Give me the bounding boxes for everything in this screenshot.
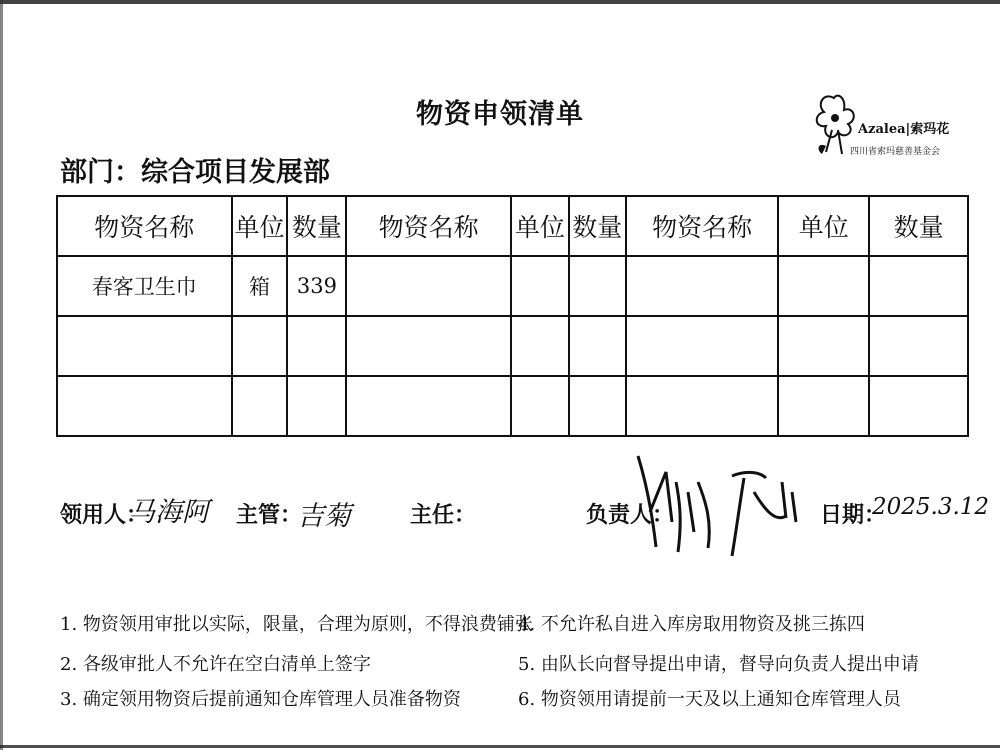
header-unit: 单位: [778, 196, 869, 256]
cell-quantity: [869, 256, 968, 316]
header-quantity: 数量: [287, 196, 346, 256]
note-item: 1. 物资领用审批以实际，限量，合理为原则，不得浪费铺张: [60, 614, 533, 635]
header-quantity: 数量: [569, 196, 626, 256]
cell-unit: [778, 316, 869, 376]
cell-item-name: [626, 376, 779, 436]
cell-unit: [778, 376, 869, 436]
cell-unit: [232, 316, 288, 376]
cell-unit: [232, 376, 288, 436]
cell-item-name: [57, 376, 232, 436]
note-item: 6. 物资领用请提前一天及以上通知仓库管理人员: [518, 689, 901, 710]
receiver-signature: 马海阿: [128, 497, 209, 528]
cell-quantity: [569, 376, 626, 436]
cell-item-name: [346, 376, 511, 436]
cell-quantity: [869, 316, 968, 376]
organization-logo: [812, 88, 962, 168]
logo-brand-text: Azalea|索玛花: [858, 122, 950, 137]
cell-item-name: [626, 256, 779, 316]
cell-quantity: [869, 376, 968, 436]
date-label: 日期：: [820, 502, 887, 528]
cell-item-name: [626, 316, 779, 376]
cell-item-name: [346, 256, 511, 316]
cell-unit: [511, 256, 569, 316]
receiver-label: 领用人：: [60, 502, 149, 528]
table-row: [57, 376, 968, 436]
header-unit: 单位: [232, 196, 288, 256]
responsible-signature-scribble: [636, 452, 806, 562]
table-row: [57, 256, 968, 316]
form-title: 物资申领清单: [416, 99, 584, 130]
scan-edge-bottom: [0, 745, 1000, 748]
note-item: 2. 各级审批人不允许在空白清单上签字: [60, 654, 371, 675]
supervisor-signature: 吉菊: [297, 501, 351, 532]
table-header-row: [57, 196, 968, 256]
header-item-name: 物资名称: [57, 196, 232, 256]
cell-unit: 箱: [232, 256, 288, 316]
cell-item-name: [57, 316, 232, 376]
header-unit: 单位: [511, 196, 569, 256]
date-value: 2025.3.12: [872, 494, 990, 520]
note-item: 5. 由队长向督导提出申请，督导向负责人提出申请: [518, 654, 919, 675]
cell-item-name: 春客卫生巾: [57, 256, 232, 316]
materials-table: [56, 195, 969, 437]
cell-unit: [511, 376, 569, 436]
cell-quantity: [287, 316, 346, 376]
cell-quantity: [287, 376, 346, 436]
responsible-label: 负责人：: [586, 502, 675, 528]
cell-item-name: [346, 316, 511, 376]
note-item: 3. 确定领用物资后提前通知仓库管理人员准备物资: [60, 689, 461, 710]
header-item-name: 物资名称: [626, 196, 779, 256]
table-row: [57, 316, 968, 376]
scan-edge-top: [0, 0, 1000, 4]
cell-quantity: [569, 316, 626, 376]
cell-quantity: [569, 256, 626, 316]
cell-unit: [511, 316, 569, 376]
supervisor-label: 主管：: [236, 502, 303, 528]
department-label: 部门：综合项目发展部: [60, 157, 330, 188]
note-item: 4. 不允许私自进入库房取用物资及挑三拣四: [518, 614, 865, 635]
director-label: 主任：: [410, 502, 477, 528]
header-quantity: 数量: [869, 196, 968, 256]
cell-quantity: 339: [287, 256, 346, 316]
cell-unit: [778, 256, 869, 316]
logo-subtitle-text: 四川省索玛慈善基金会: [850, 147, 941, 157]
header-item-name: 物资名称: [346, 196, 511, 256]
